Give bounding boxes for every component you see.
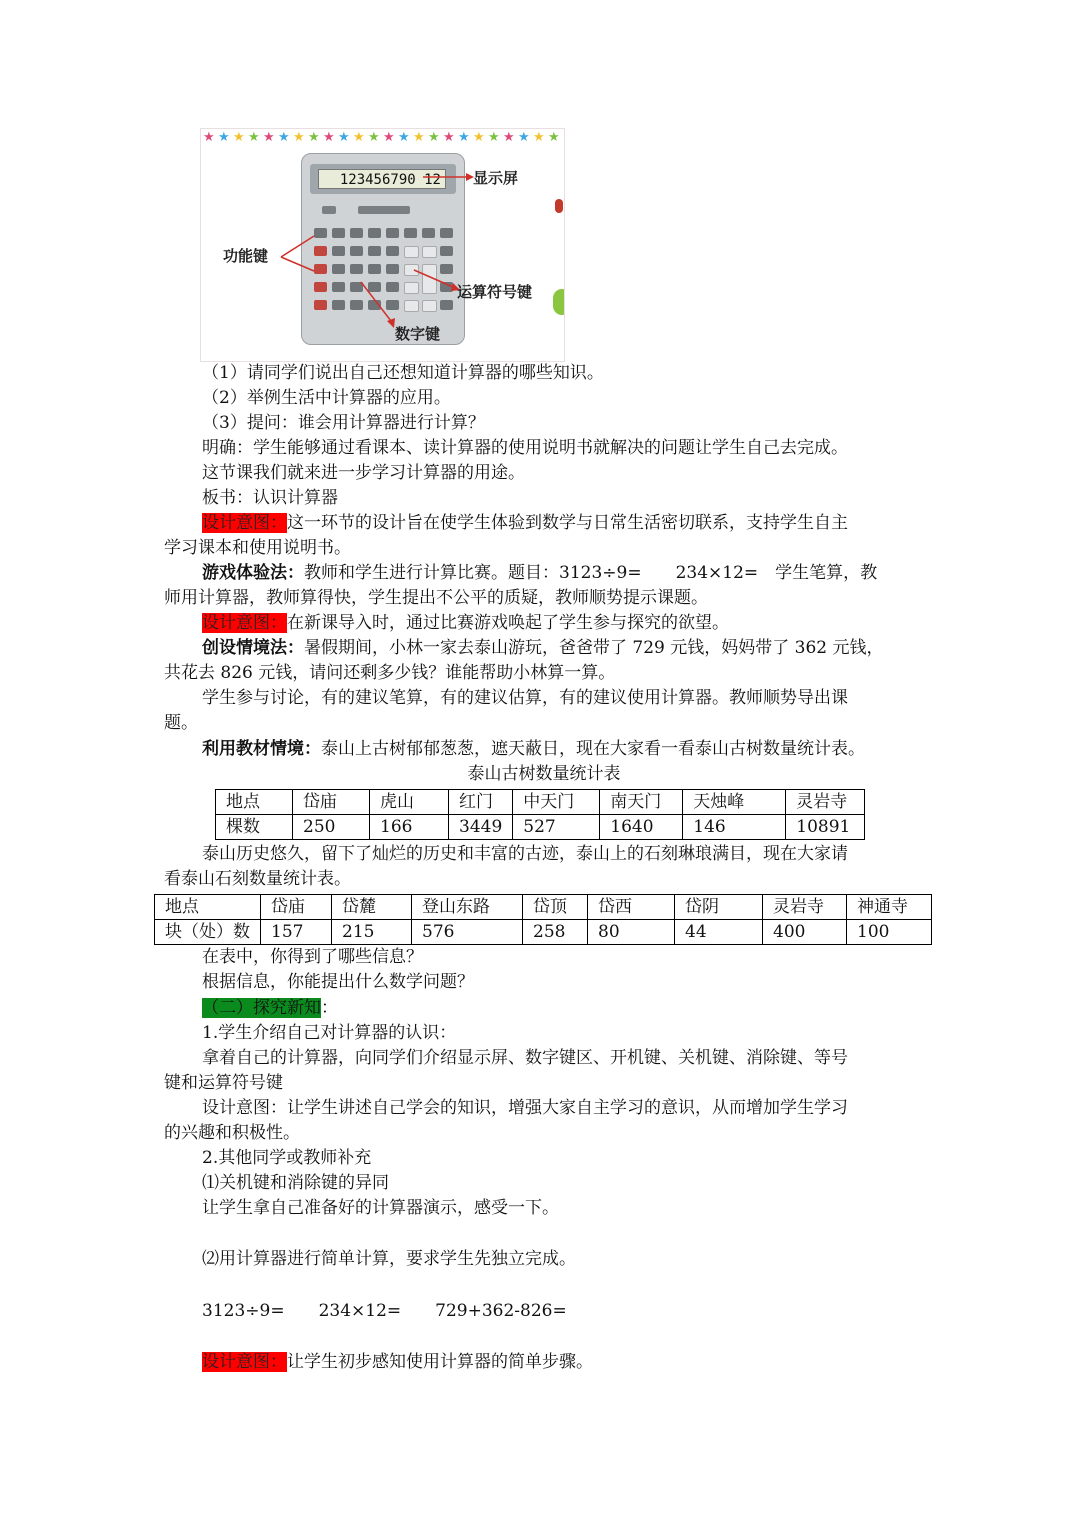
svg-text:★: ★: [353, 130, 365, 143]
label-digit-callout: 数字键: [395, 325, 441, 343]
svg-text:★: ★: [308, 130, 320, 143]
scenario-text-cont: 共花去 826 元钱，请问还剩多少钱？谁能帮助小林算一算。: [164, 663, 616, 683]
svg-text:★: ★: [278, 130, 290, 143]
intent-text: 让学生初步感知使用计算器的简单步骤。: [287, 1352, 593, 1372]
table-cell: 岱顶: [523, 895, 588, 920]
table-cell: 登山东路: [412, 895, 523, 920]
table-cell: 215: [332, 920, 412, 945]
table-row: [216, 815, 865, 840]
table-cell: 灵岩寺: [763, 895, 847, 920]
svg-text:★: ★: [503, 130, 515, 143]
svg-text:★: ★: [533, 130, 545, 143]
table-cell: 虎山: [370, 790, 449, 815]
table-cell: 576: [412, 920, 523, 945]
scenario-paragraph: [202, 636, 962, 661]
svg-text:★: ★: [383, 130, 395, 143]
table-cell: 地点: [216, 790, 293, 815]
table-cell: 神通寺: [847, 895, 932, 920]
table-cell: 400: [763, 920, 847, 945]
info-question: 在表中，你得到了哪些信息？: [202, 947, 423, 967]
step-2: 2.其他同学或教师补充: [202, 1148, 372, 1168]
decoration-icon: [555, 199, 563, 213]
table-cell: 258: [523, 920, 588, 945]
calculator-display: 123456790 12: [318, 169, 446, 189]
table-cell: 地点: [155, 895, 261, 920]
svg-text:★: ★: [338, 130, 350, 143]
table-cell: 166: [370, 815, 449, 840]
table-cell: 10891: [786, 815, 865, 840]
section-2-label: （二）探究新知: [202, 998, 321, 1018]
history-text: 泰山历史悠久，留下了灿烂的历史和丰富的古迹，泰山上的石刻琳琅满目，现在大家请: [202, 844, 848, 864]
table-cell: 3449: [449, 815, 513, 840]
table-cell: 岱庙: [261, 895, 332, 920]
table-cell: 南天门: [600, 790, 683, 815]
step-1: 1.学生介绍自己对计算器的认识：: [202, 1023, 457, 1043]
step-2-1-text: 让学生拿自己准备好的计算器演示，感受一下。: [202, 1198, 559, 1218]
svg-text:★: ★: [233, 130, 245, 143]
svg-text:★: ★: [458, 130, 470, 143]
intent-paragraph-2: [202, 611, 962, 636]
table-row: [216, 790, 865, 815]
svg-text:★: ★: [218, 130, 230, 143]
svg-text:★: ★: [368, 130, 380, 143]
textbook-text: 泰山上古树郁郁葱葱，遮天蔽日，现在大家看一看泰山古树数量统计表。: [321, 739, 865, 759]
svg-text:★: ★: [398, 130, 410, 143]
table-cell: 岱庙: [293, 790, 370, 815]
svg-text:★: ★: [518, 130, 530, 143]
design-intent-label: 设计意图：: [202, 513, 287, 533]
svg-text:★: ★: [413, 130, 425, 143]
table-cell: 1640: [600, 815, 683, 840]
table-cell: 红门: [449, 790, 513, 815]
intent-3-text-cont: 的兴趣和积极性。: [164, 1123, 300, 1143]
section-colon: ：: [321, 998, 338, 1018]
intent-text: 这一环节的设计旨在使学生体验到数学与日常生活密切联系，支持学生自主: [287, 513, 848, 533]
calculator-figure: [200, 128, 565, 362]
table-cell: 80: [588, 920, 675, 945]
label-display-callout: 显示屏: [473, 169, 519, 187]
lesson-text: 这节课我们就来进一步学习计算器的用途。: [202, 463, 525, 483]
step-1-text: 拿着自己的计算器，向同学们介绍显示屏、数字键区、开机键、关机键、消除键、等号: [202, 1048, 848, 1068]
table-cell: 157: [261, 920, 332, 945]
svg-text:★: ★: [428, 130, 440, 143]
table-cell: 250: [293, 815, 370, 840]
design-intent-label: 设计意图：: [202, 1352, 287, 1372]
label-operator-callout: 运算符号键: [457, 283, 533, 301]
table1-caption: 泰山古树数量统计表: [467, 764, 621, 784]
question-3: （3）提问：谁会用计算器进行计算？: [202, 413, 485, 433]
game-text: 教师和学生进行计算比赛。题目：3123÷9= 234×12= 学生笔算，教: [304, 563, 878, 583]
discussion-text-cont: 题。: [164, 713, 198, 733]
game-method-label: 游戏体验法：: [202, 563, 304, 583]
table-cell: 天烛峰: [683, 790, 786, 815]
section-heading: [202, 996, 962, 1021]
game-text-cont: 师用计算器，教师算得快，学生提出不公平的质疑，教师顺势提示课题。: [164, 588, 708, 608]
svg-text:★: ★: [293, 130, 305, 143]
clarify-text: 明确：学生能够通过看课本、读计算器的使用说明书就解决的问题让学生自己去完成。: [202, 438, 848, 458]
step-1-text-cont: 键和运算符号键: [164, 1073, 283, 1093]
discussion-text: 学生参与讨论，有的建议笔算，有的建议估算，有的建议使用计算器。教师顺势导出课: [202, 688, 848, 708]
table-cell: 中天门: [513, 790, 600, 815]
textbook-paragraph: [202, 737, 962, 762]
svg-text:★: ★: [443, 130, 455, 143]
table-cell: 岱阴: [675, 895, 763, 920]
scenario-text: 暑假期间，小林一家去泰山游玩，爸爸带了 729 元钱，妈妈带了 362 元钱，: [304, 638, 884, 658]
svg-text:★: ★: [488, 130, 500, 143]
design-intent-label: 设计意图：: [202, 613, 287, 633]
svg-text:★: ★: [473, 130, 485, 143]
table-cell: 块（处）数: [155, 920, 261, 945]
table-cell: 棵数: [216, 815, 293, 840]
svg-text:★: ★: [548, 130, 560, 143]
textbook-method-label: 利用教材情境：: [202, 739, 321, 759]
board-text: 板书：认识计算器: [202, 488, 338, 508]
intent-paragraph-1: [202, 511, 962, 536]
calculation-tasks: 3123÷9= 234×12= 729+362-826=: [202, 1301, 567, 1321]
table-cell: 灵岩寺: [786, 790, 865, 815]
table-cell: 岱西: [588, 895, 675, 920]
svg-text:★: ★: [203, 130, 215, 143]
stone-inscriptions-table: [154, 894, 932, 945]
question-1: （1）请同学们说出自己还想知道计算器的哪些知识。: [202, 363, 604, 383]
scenario-method-label: 创设情境法：: [202, 638, 304, 658]
label-function-callout: 功能键: [223, 247, 269, 265]
svg-text:★: ★: [263, 130, 275, 143]
table-cell: 146: [683, 815, 786, 840]
step-2-1: ⑴关机键和消除键的异同: [202, 1173, 389, 1193]
intent-text-cont: 学习课本和使用说明书。: [164, 538, 351, 558]
intent-3-text: 设计意图：让学生讲述自己学会的知识，增强大家自主学习的意识，从而增加学生学习: [202, 1098, 848, 1118]
step-2-2: ⑵用计算器进行简单计算，要求学生先独立完成。: [202, 1249, 576, 1269]
intent-text: 在新课导入时，通过比赛游戏唤起了学生参与探究的欲望。: [287, 613, 729, 633]
svg-text:★: ★: [248, 130, 260, 143]
table-cell: 527: [513, 815, 600, 840]
history-text-cont: 看泰山石刻数量统计表。: [164, 869, 351, 889]
question-2: （2）举例生活中计算器的应用。: [202, 388, 451, 408]
intent-paragraph-4: [202, 1350, 962, 1375]
table-row: [155, 920, 932, 945]
table-row: [155, 895, 932, 920]
game-paragraph: [202, 561, 962, 586]
table-cell: 44: [675, 920, 763, 945]
table-cell: 100: [847, 920, 932, 945]
ancient-trees-table: [215, 789, 865, 840]
math-question: 根据信息，你能提出什么数学问题？: [202, 972, 474, 992]
table-cell: 岱麓: [332, 895, 412, 920]
decoration-icon: [553, 289, 565, 315]
svg-text:★: ★: [323, 130, 335, 143]
